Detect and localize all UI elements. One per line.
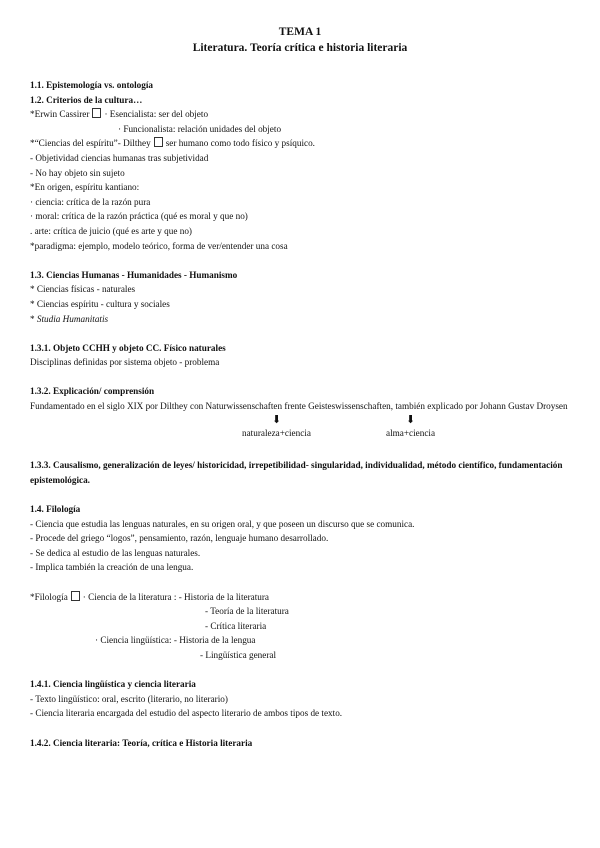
critica-literaria: - Crítica literaria	[205, 620, 267, 631]
alma-label: alma+ciencia	[386, 427, 436, 438]
paradigma-line: *paradigma: ejemplo, modelo teórico, forma de ver/entender una cosa	[30, 240, 288, 251]
s132-text: Fundamentado en el siglo XIX por Dilthey con Naturwissenschaften frente Geisteswissenschaften, también explicado por Johann Gustav Droysen	[30, 401, 568, 412]
dilthey-line	[30, 136, 575, 151]
ciencia-linguistica-branch: · Ciencia lingüística: - Historia de la lengua	[95, 635, 256, 646]
arrow-left-col	[242, 414, 311, 441]
cassirer-esencialista: · Esencialista: ser del objeto	[104, 109, 209, 120]
espiritu-line: * Ciencias espíritu - cultura y sociales	[30, 298, 170, 309]
document-header	[0, 24, 600, 57]
heading-1-3-2: 1.3.2. Explicación/ comprensión	[30, 386, 155, 397]
filologia-l3: - Se dedica al estudio de las lenguas naturales.	[30, 547, 201, 558]
document-title: Literatura. Teoría crítica e historia literaria	[192, 42, 408, 54]
tema-number: TEMA 1	[278, 26, 322, 38]
funcionalista-line: · Funcionalista: relación unidades del objeto	[118, 123, 282, 134]
s141-l2: - Ciencia literaria encargada del estudio del aspecto literario de ambos tipos de texto.	[30, 708, 343, 719]
naturaleza-label: naturaleza+ciencia	[242, 427, 311, 438]
ciencia-line: · ciencia: crítica de la razón pura	[30, 196, 151, 207]
missing-glyph-icon	[92, 108, 101, 118]
origen-line: *En origen, espíritu kantiano:	[30, 182, 140, 193]
cassirer-line	[30, 107, 575, 122]
missing-glyph-icon	[154, 137, 163, 147]
arrow-row	[30, 414, 575, 444]
studia-prefix: *	[30, 313, 37, 324]
moral-line: · moral: crítica de la razón práctica (qué es moral y que no)	[30, 211, 248, 222]
cassirer-name: *Erwin Cassirer	[30, 109, 90, 120]
no-objeto-line: - No hay objeto sin sujeto	[30, 167, 125, 178]
linguistica-general: - Lingüística general	[200, 649, 277, 660]
studia-text: Studia Humanitatis	[36, 313, 109, 324]
teoria-literatura: - Teoría de la literatura	[205, 606, 289, 617]
heading-1-4: 1.4. Filología	[30, 504, 81, 515]
heading-1-2: 1.2. Criterios de la cultura…	[30, 94, 143, 105]
fisicas-line: * Ciencias físicas - naturales	[30, 284, 136, 295]
filologia-l2: - Procede del griego “logos”, pensamiento, razón, lenguaje humano desarrollado.	[30, 533, 329, 544]
s131-text: Disciplinas definidas por sistema objeto - problema	[30, 357, 220, 368]
objetividad-line: - Objetividad ciencias humanas tras subjetividad	[30, 152, 209, 163]
heading-1-3-1: 1.3.1. Objeto CCHH y objeto CC. Físico naturales	[30, 342, 226, 353]
filologia-tree-root	[30, 590, 575, 605]
heading-1-4-2: 1.4.2. Ciencia literaria: Teoría, crítica e Historia literaria	[30, 737, 253, 748]
heading-1-1: 1.1. Epistemología vs. ontología	[30, 80, 154, 90]
missing-glyph-icon	[71, 591, 80, 601]
dilthey-desc: ser humano como todo físico y psíquico.	[165, 138, 315, 149]
heading-1-3: 1.3. Ciencias Humanas - Humanidades - Humanismo	[30, 269, 238, 280]
ciencia-literatura-branch: · Ciencia de la literatura : - Historia de la literatura	[82, 591, 269, 602]
down-arrow-icon: ⬇	[405, 413, 416, 426]
studia-line	[30, 312, 575, 327]
heading-1-3-3: 1.3.3. Causalismo, generalización de leyes/ historicidad, irrepetibilidad- singularidad, individualidad, método científico, fundamentación epistemológica.	[30, 460, 563, 485]
arte-line: . arte: crítica de juicio (qué es arte y que no)	[30, 225, 192, 236]
document-body	[30, 78, 575, 750]
s141-l1: - Texto lingüístico: oral, escrito (literario, no literario)	[30, 693, 228, 704]
heading-1-4-1: 1.4.1. Ciencia lingüística y ciencia literaria	[30, 679, 196, 690]
filologia-l4: - Implica también la creación de una lengua.	[30, 562, 194, 573]
down-arrow-icon: ⬇	[271, 413, 282, 426]
arrow-right-col	[386, 414, 435, 441]
filologia-label: *Filología	[30, 591, 68, 602]
dilthey-label: *“Ciencias del espíritu”- Dilthey	[30, 138, 151, 149]
filologia-l1: - Ciencia que estudia las lenguas naturales, en su origen oral, y que poseen un discurso que se comunica.	[30, 518, 415, 529]
